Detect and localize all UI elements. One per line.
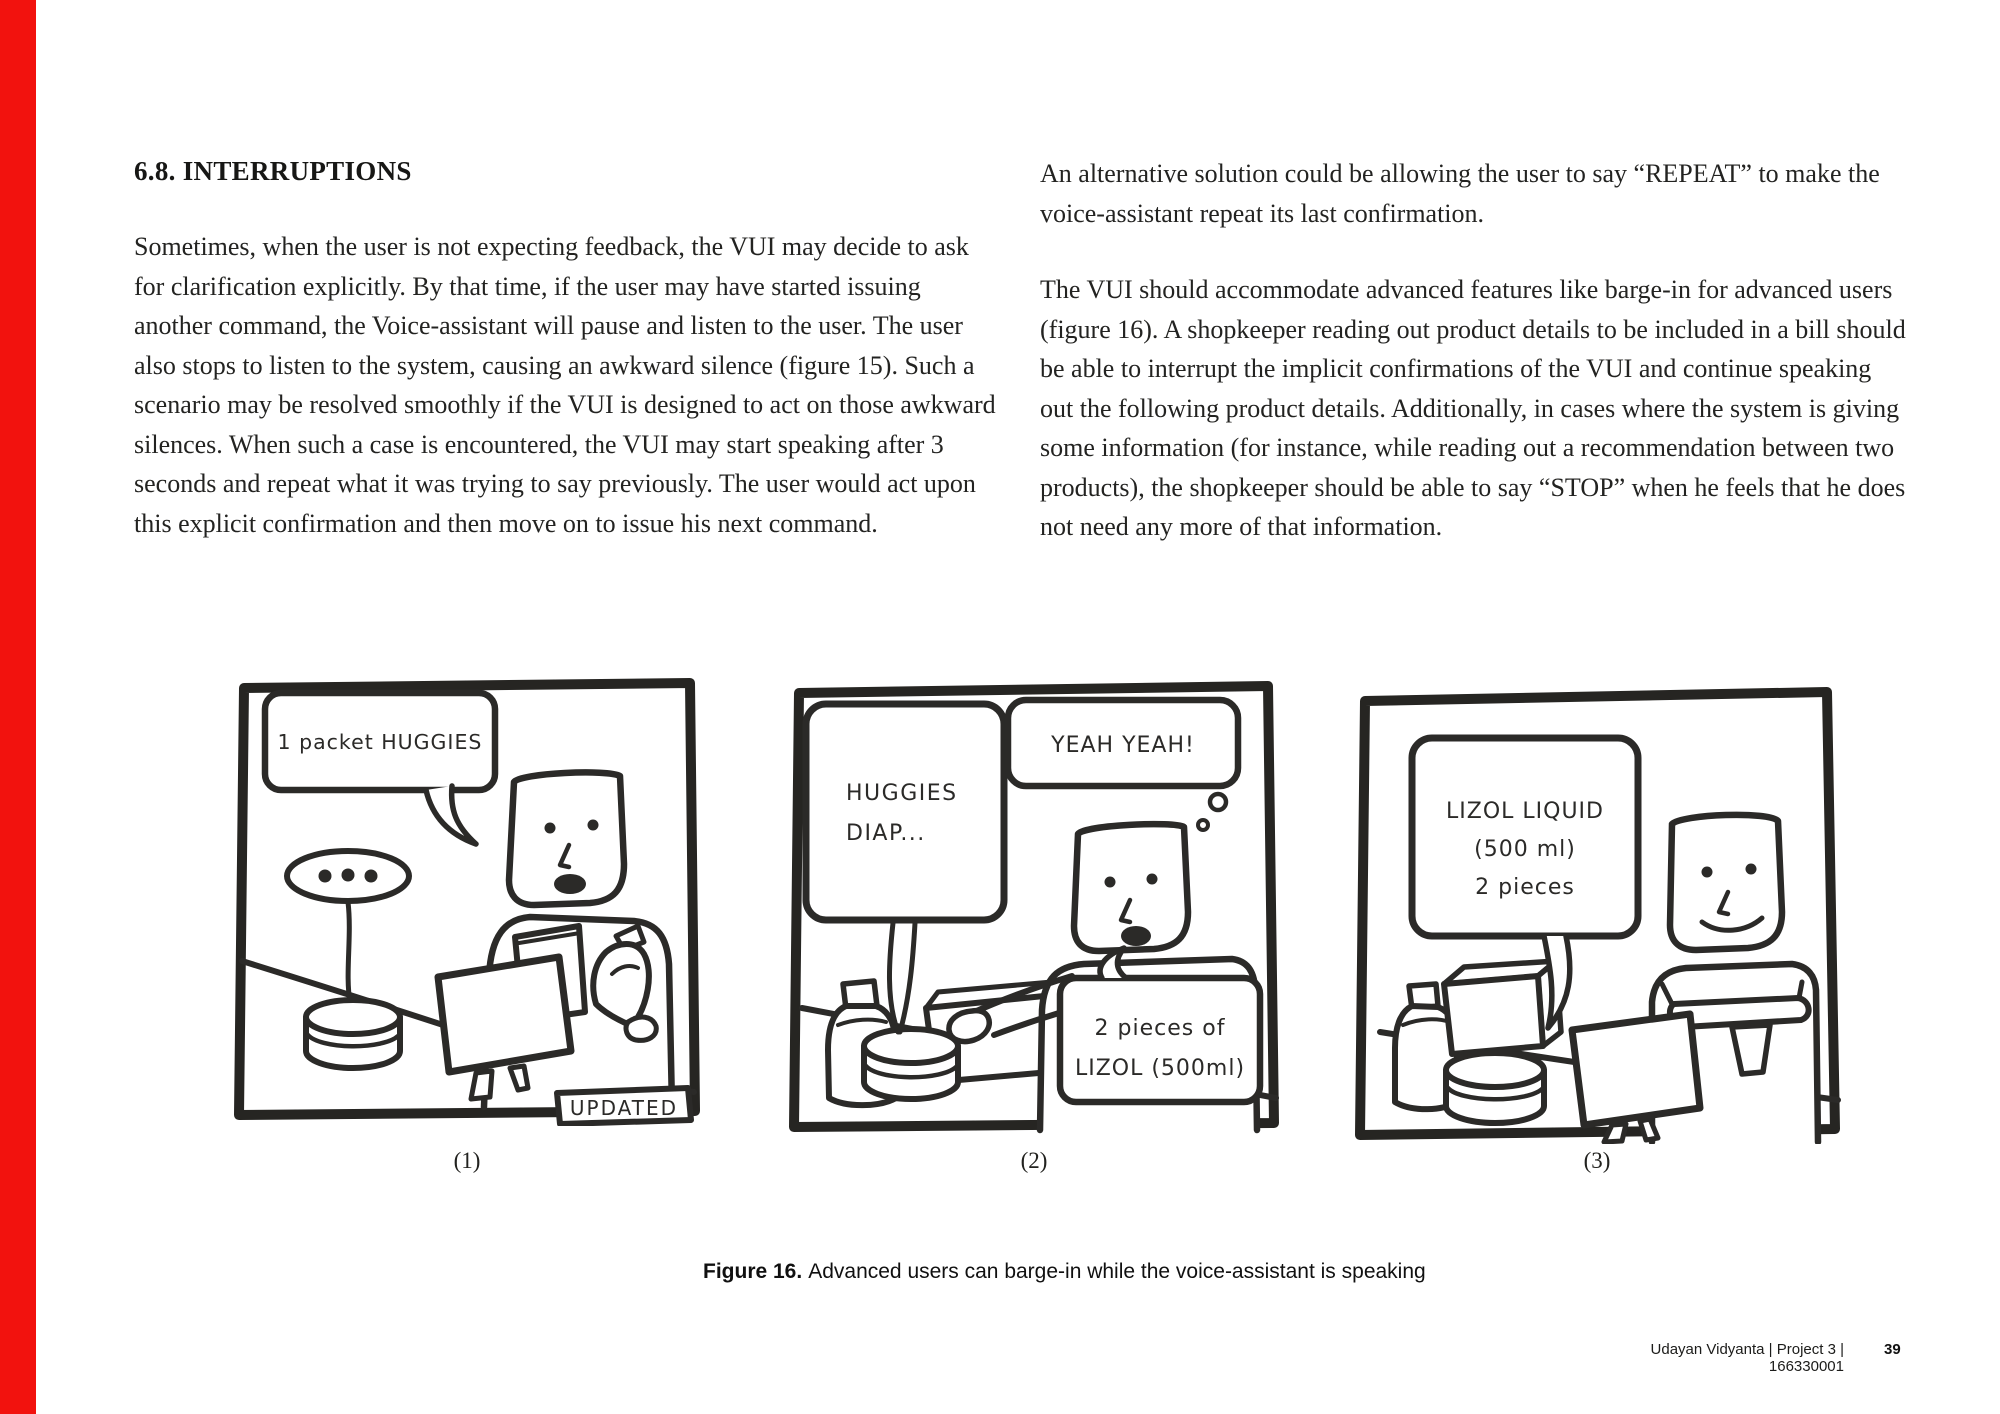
status-sign-label: UPDATED — [569, 1096, 679, 1120]
figure-caption — [703, 1260, 1426, 1284]
shout-bubble-user — [1008, 700, 1238, 830]
comic-panel-3 — [1350, 684, 1844, 1144]
panel-3-number: (3) — [1583, 1148, 1611, 1173]
product-box — [1444, 961, 1561, 1054]
speech-bubble-user-line1: 2 pieces of — [1094, 1016, 1226, 1041]
eye — [1147, 874, 1158, 885]
shout-bubble-text: YEAH YEAH! — [1051, 733, 1195, 758]
panel-1-number: (1) — [453, 1148, 481, 1173]
eye — [588, 820, 599, 831]
figure-caption-label: Figure 16. — [703, 1260, 803, 1283]
comic-panel-1 — [228, 674, 706, 1126]
eye — [1702, 867, 1713, 878]
accent-bar — [0, 0, 36, 1414]
forearm — [1732, 1025, 1770, 1074]
speech-bubble-vui-line2: (500 ml) — [1474, 837, 1576, 862]
mouth-open — [1121, 926, 1151, 946]
footer-page-number: 39 — [1884, 1341, 1901, 1358]
speech-bubble-vui-line1: HUGGIES — [846, 781, 958, 806]
speech-bubble-vui — [806, 704, 1004, 1032]
body-paragraph: The VUI should accommodate advanced features like barge-in for advanced users (figure 16). A shopkeeper reading out product details to be included in a bill should be able to interrupt the implicit confirmations of the VUI and continue speaking out the following product details. Additionally, in cases where the system is giving some information (for instance, while reading out a recommendation between two products), the shopkeeper should be able to say “STOP” when he feels that he does not need any more of that information. — [1040, 275, 1906, 541]
section-heading: 6.8. INTERRUPTIONS — [134, 156, 412, 186]
right-column — [1040, 154, 1908, 584]
body-paragraph: An alternative solution could be allowing the user to say “REPEAT” to make the voice-assistant repeat its last confirmation. — [1040, 159, 1880, 228]
eye — [545, 823, 556, 834]
speech-bubble-user — [265, 693, 495, 844]
speech-bubble-vui-line3: 2 pieces — [1475, 875, 1575, 900]
product-container — [864, 1029, 958, 1099]
product-container — [1446, 1053, 1544, 1123]
speech-bubble-user-line2: LIZOL (500ml) — [1074, 1056, 1246, 1081]
speech-bubble-user-text: 1 packet HUGGIES — [277, 730, 483, 754]
left-column — [134, 227, 1002, 580]
panel-2-number: (2) — [1020, 1148, 1048, 1173]
eye — [1105, 877, 1116, 888]
hand — [626, 1017, 656, 1040]
status-sign — [557, 1088, 691, 1124]
footer-author-line: Udayan Vidyanta | Project 3 | 166330001 — [1650, 1341, 1844, 1375]
body-paragraph: Sometimes, when the user is not expecting feedback, the VUI may decide to ask for clarification explicitly. By that time, if the user may have started issuing another command, the Voice-assistant will pause and listen to the user. The user also stops to listen to the system, causing an awkward silence (figure 15). Such a scenario may be resolved smoothly if the VUI is designed to act on those awkward silences. When such a case is encountered, the VUI may start speaking after 3 seconds and repeat what it was trying to say previously. The user would act upon this explicit confirmation and then move on to issue his next command. — [134, 232, 996, 538]
eye — [1746, 864, 1757, 875]
speech-bubble-vui-line1: LIZOL LIQUID — [1446, 799, 1604, 824]
bubble-trail-dot — [1210, 794, 1226, 810]
bubble-trail-dot — [1198, 820, 1208, 830]
voice-device — [287, 851, 409, 1068]
mouth-open — [554, 874, 586, 894]
comic-panel-2 — [786, 678, 1282, 1136]
speech-bubble-vui-line2: DIAP... — [846, 821, 926, 846]
figure-caption-text: Advanced users can barge-in while the voice-assistant is speaking — [808, 1260, 1426, 1283]
